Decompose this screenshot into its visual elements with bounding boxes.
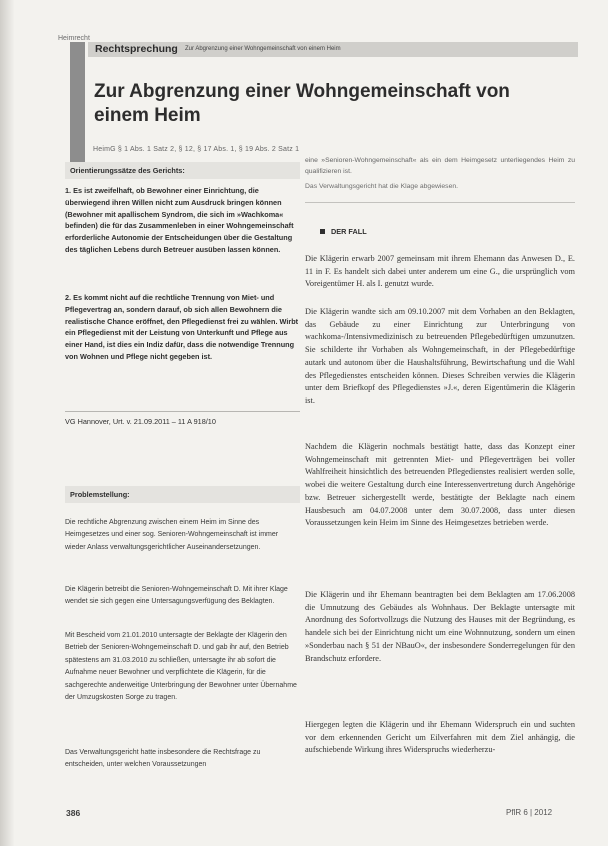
header-bar-subtitle: Zur Abgrenzung einer Wohngemeinschaft von einem Heim bbox=[185, 46, 341, 52]
orientation-heading: Orientierungssätze des Gerichts: bbox=[65, 162, 300, 179]
problem-paragraph-4: Das Verwaltungsgericht hatte insbesondere die Rechtsfrage zu entscheiden, unter welchen Voraussetzungen bbox=[65, 749, 261, 769]
der-fall-heading: DER FALL bbox=[331, 227, 367, 236]
case-paragraph-1: Die Klägerin erwarb 2007 gemeinsam mit ihrem Ehemann das Anwesen D., E. 11 in F. Es handelt sich dabei unter anderem um eine G., die ursprünglich vom Voreigentümer H. als I. genutzt wurde. bbox=[305, 254, 575, 289]
case-paragraph-2: Die Klägerin wandte sich am 09.10.2007 mit dem Vorhaben an den Beklagten, das Gebäude zu einer Einrichtung zur Unterbringung von wachkoma-/Intensivmedizinisch zu betreuenden Pflegebedürftigen umzunutzen. Sie schilderte ihr Vorhaben als Wohngemeinschaft, in der Pflegebedürftige autark und autonom über die Haushaltsführung, Bewirtschaftung und die Wahl des Pflegedienstes entscheiden können. Dieses Schreiben verwies die Klägerin unter dem Briefkopf des Pflegedienstes »J.«, deren Eigentümerin die Klägerin ist. bbox=[305, 307, 575, 405]
journal-issue: PflR 6 | 2012 bbox=[506, 808, 553, 817]
article-title: Zur Abgrenzung einer Wohngemeinschaft von einem Heim bbox=[94, 81, 510, 126]
case-paragraph-4: Die Klägerin und ihr Ehemann beantragten bei dem Beklagten am 17.06.2008 die Umnutzung des Gebäudes als Wohnhaus. Der Beklagte untersagte mit Anordnung des Sofortvollzugs die Nutzung des Hauses mit der Begründung, es handele sich bei der Einrichtung nicht um eine Wohnnutzung, sondern um einen »Sonderbau nach § 51 der NBauO«, der insbesondere Sonderregelungen für den Brandschutz erfordere. bbox=[305, 590, 575, 663]
header-bar-title: Rechtsprechung bbox=[95, 43, 178, 55]
section-label: Heimrecht bbox=[58, 35, 90, 42]
divider bbox=[305, 202, 575, 203]
problem-paragraph-3: Mit Bescheid vom 21.01.2010 untersagte der Beklagte der Klägerin den Betrieb der Senioren-Wohngemeinschaft D. und gab ihr auf, den Betrieb spätestens am 31.03.2010 zu schließen, untersagte ihr ab sofort die Aufnahme neuer Bewohner und verpflichtete die Klägerin, für die sachgerechte anderweitige Unterbringung der Bewohner unter Übernahme der Umzugskosten Sorge zu tragen. bbox=[65, 632, 297, 702]
statute-citation: HeimG § 1 Abs. 1 Satz 2, § 12, § 17 Abs. 1, § 19 Abs. 2 Satz 1 bbox=[93, 146, 300, 153]
header-accent-block bbox=[70, 42, 85, 162]
court-reference: VG Hannover, Urt. v. 21.09.2011 – 11 A 918/10 bbox=[65, 417, 216, 426]
problem-paragraph-2: Die Klägerin betreibt die Senioren-Wohngemeinschaft D. Mit ihrer Klage wendet sie sich gegen eine Untersagungsverfügung des Beklagten. bbox=[65, 586, 288, 606]
scan-edge-shadow bbox=[0, 0, 14, 846]
case-paragraph-5: Hiergegen legten die Klägerin und ihr Ehemann Widerspruch ein und suchten vor dem erkennenden Gericht um Eilverfahren mit dem Ziel anhängig, die aufschiebende Wirkung ihres Widerspruchs wiederherzu- bbox=[305, 720, 575, 755]
page-number: 386 bbox=[66, 808, 81, 818]
problem-paragraph-1: Die rechtliche Abgrenzung zwischen einem Heim im Sinne des Heimgesetzes und einer sog. Senioren-Wohngemeinschaft ist immer wieder Anlass verwaltungsgerichtlicher Auseinandersetzungen. bbox=[65, 519, 279, 551]
orientation-point-1: 1. Es ist zweifelhaft, ob Bewohner einer Einrichtung, die überwiegend ihren Willen nicht zum Ausdruck bringen können (Bewohner mit apallischem Syndrom, die sich im »Wachkoma« befinden) die für das Zusammenleben in einer Wohngemeinschaft erforderliche Autonomie der Entscheidungen über die Gestaltung des täglichen Lebens durch Betreuer ausüben lassen können. bbox=[65, 186, 294, 254]
divider bbox=[65, 411, 300, 412]
problem-heading: Problemstellung: bbox=[65, 486, 300, 503]
case-paragraph-3: Nachdem die Klägerin nochmals bestätigt hatte, dass das Konzept einer Wohngemeinschaft mit getrennten Miet- und Pflegeverträgen bei voller Wahlfreiheit hinsichtlich des betreuenden Pflegedienstes realisiert werden solle, wobei die weitere Gestaltung durch eine Interessenvertretung durch Angehörige bzw. Betreuer sichergestellt werde, bestätigte der Beklagte nach einem Hausbesuch am 04.07.2008 unter dem 30.07.2008, dass unter diesen Voraussetzungen kein Heim im Sinne des Heimgesetzes betrieben werde. bbox=[305, 442, 575, 528]
orientation-point-2: 2. Es kommt nicht auf die rechtliche Trennung von Miet- und Pflegevertrag an, sondern darauf, ob sich allen Bewohnern die realistische Chance eröffnet, den Pflegedienst frei zu wählen. Wirbt ein Pflegedienst mit der Leistung von Unterkunft und Pflege aus einer Hand, ist dies ein Indiz dafür, dass die notwendige Trennung von Wohnen und Pflege nicht gegeben ist. bbox=[65, 293, 299, 361]
section-square-icon bbox=[320, 229, 325, 234]
court-result: Das Verwaltungsgericht hat die Klage abgewiesen. bbox=[305, 183, 459, 190]
continued-text: eine »Senioren-Wohngemeinschaft« als ein dem Heimgesetz unterliegendes Heim zu qualifizieren ist. bbox=[305, 157, 575, 175]
